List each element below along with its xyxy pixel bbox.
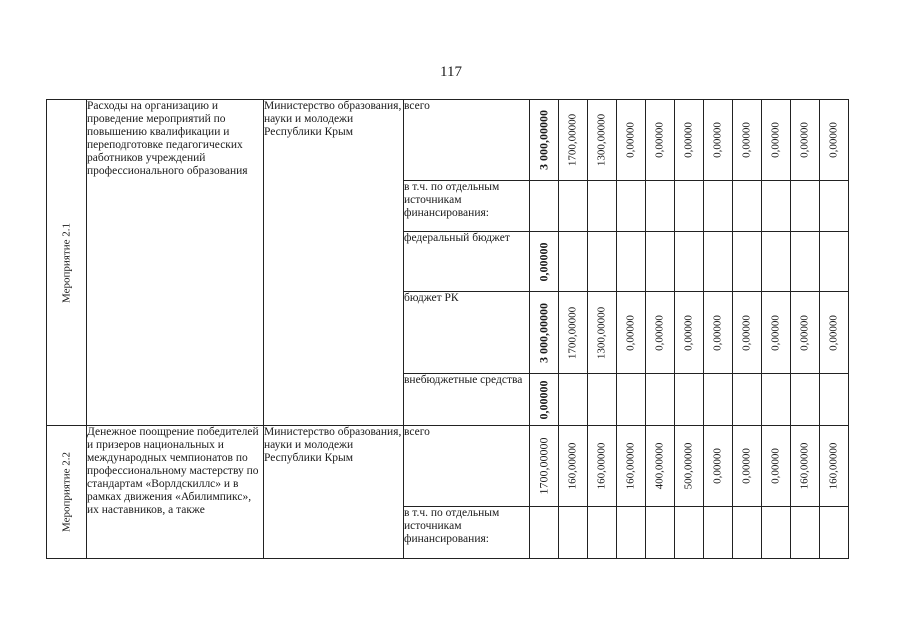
year-amount-cell (646, 426, 675, 507)
year-amount-cell (588, 100, 617, 181)
year-amount-cell (559, 232, 588, 292)
total-amount: 1700,00000 (536, 437, 551, 495)
year-amount: 0,00000 (682, 314, 695, 351)
year-amount-cell (559, 374, 588, 426)
year-amount: 160,00000 (827, 442, 840, 490)
year-amount-cell (704, 507, 733, 559)
year-amount: 1300,00000 (595, 306, 608, 359)
measure-description: Денежное поощрение победителей и призеров национальных и международных чемпионатов по профессиональному мастерству по стандартам «Ворлдскиллс» и в рамках движения «Абилимпикс», их наставников, а также (87, 426, 264, 559)
year-amount: 0,00000 (740, 314, 753, 351)
year-amount-cell (704, 232, 733, 292)
year-amount-cell (588, 374, 617, 426)
year-amount: 0,00000 (798, 314, 811, 351)
year-amount: 0,00000 (653, 314, 666, 351)
year-amount: 0,00000 (653, 122, 666, 158)
year-amount: 0,00000 (682, 122, 695, 158)
year-amount: 0,00000 (624, 314, 637, 351)
year-amount-cell (762, 232, 791, 292)
table-row (47, 426, 849, 507)
year-amount-cell (675, 232, 704, 292)
year-amount-cell (820, 426, 849, 507)
year-amount: 160,00000 (595, 442, 608, 490)
year-amount-cell (588, 181, 617, 232)
year-amount-cell (791, 232, 820, 292)
year-amount-cell (704, 181, 733, 232)
measure-label: Мероприятие 2.1 (60, 222, 72, 303)
year-amount-cell (646, 292, 675, 374)
year-amount-cell (559, 426, 588, 507)
year-amount: 160,00000 (566, 442, 579, 490)
year-amount-cell (791, 100, 820, 181)
year-amount-cell (617, 426, 646, 507)
year-amount-cell (820, 181, 849, 232)
year-amount-cell (762, 374, 791, 426)
year-amount-cell (559, 292, 588, 374)
year-amount-cell (588, 507, 617, 559)
measure-executor: Министерство образования, науки и молодежи Республики Крым (264, 100, 404, 426)
total-amount-cell (530, 507, 559, 559)
year-amount-cell (820, 292, 849, 374)
total-amount-cell (530, 100, 559, 181)
year-amount-cell (762, 426, 791, 507)
year-amount-cell (791, 426, 820, 507)
year-amount-cell (762, 507, 791, 559)
total-amount-cell (530, 292, 559, 374)
year-amount-cell (762, 181, 791, 232)
budget-table-body (47, 100, 849, 559)
year-amount-cell (704, 100, 733, 181)
funding-source: в т.ч. по отдельным источникам финансирования: (404, 181, 530, 232)
year-amount: 1700,00000 (566, 113, 579, 167)
total-amount: 3 000,00000 (536, 110, 551, 170)
total-amount: 0,00000 (536, 380, 551, 419)
year-amount: 0,00000 (711, 122, 724, 158)
year-amount-cell (675, 181, 704, 232)
funding-source: в т.ч. по отдельным источникам финансирования: (404, 507, 530, 559)
measure-label-cell (47, 100, 87, 426)
funding-source: всего (404, 100, 530, 181)
year-amount-cell (733, 374, 762, 426)
year-amount-cell (559, 181, 588, 232)
funding-source: бюджет РК (404, 292, 530, 374)
year-amount-cell (559, 100, 588, 181)
total-amount: 3 000,00000 (536, 302, 551, 363)
funding-source: внебюджетные средства (404, 374, 530, 426)
year-amount-cell (617, 181, 646, 232)
year-amount: 0,00000 (798, 122, 811, 158)
year-amount-cell (588, 232, 617, 292)
year-amount: 0,00000 (769, 314, 782, 351)
year-amount: 160,00000 (798, 442, 811, 490)
year-amount-cell (617, 232, 646, 292)
year-amount: 1700,00000 (566, 306, 579, 359)
total-amount-cell (530, 426, 559, 507)
year-amount: 0,00000 (827, 314, 840, 351)
year-amount-cell (791, 374, 820, 426)
year-amount-cell (791, 292, 820, 374)
total-amount: 0,00000 (536, 242, 551, 281)
year-amount-cell (820, 374, 849, 426)
year-amount-cell (704, 374, 733, 426)
year-amount-cell (820, 232, 849, 292)
year-amount-cell (675, 507, 704, 559)
year-amount-cell (588, 292, 617, 374)
year-amount-cell (704, 292, 733, 374)
year-amount-cell (762, 100, 791, 181)
year-amount-cell (762, 292, 791, 374)
year-amount-cell (820, 100, 849, 181)
funding-source: всего (404, 426, 530, 507)
year-amount: 1300,00000 (595, 113, 608, 167)
year-amount-cell (617, 507, 646, 559)
year-amount: 0,00000 (711, 448, 724, 484)
year-amount: 0,00000 (827, 122, 840, 158)
year-amount: 400,00000 (653, 442, 666, 490)
year-amount: 0,00000 (740, 122, 753, 158)
year-amount-cell (646, 374, 675, 426)
year-amount: 0,00000 (769, 448, 782, 484)
year-amount-cell (675, 292, 704, 374)
year-amount-cell (675, 426, 704, 507)
measure-executor: Министерство образования, науки и молодежи Республики Крым (264, 426, 404, 559)
year-amount-cell (704, 426, 733, 507)
page-number: 117 (440, 64, 462, 80)
measure-label: Мероприятие 2.2 (60, 452, 72, 532)
year-amount: 0,00000 (624, 122, 637, 158)
year-amount-cell (559, 507, 588, 559)
year-amount-cell (617, 100, 646, 181)
year-amount-cell (617, 292, 646, 374)
year-amount-cell (588, 426, 617, 507)
total-amount-cell (530, 232, 559, 292)
year-amount-cell (617, 374, 646, 426)
budget-table (46, 99, 849, 559)
year-amount-cell (791, 507, 820, 559)
year-amount-cell (733, 100, 762, 181)
table-row (47, 100, 849, 181)
year-amount-cell (791, 181, 820, 232)
year-amount-cell (733, 232, 762, 292)
year-amount-cell (733, 426, 762, 507)
year-amount-cell (675, 100, 704, 181)
year-amount: 500,00000 (682, 442, 695, 490)
year-amount-cell (646, 232, 675, 292)
year-amount: 160,00000 (624, 442, 637, 490)
year-amount-cell (820, 507, 849, 559)
year-amount: 0,00000 (769, 122, 782, 158)
year-amount-cell (675, 374, 704, 426)
year-amount-cell (646, 100, 675, 181)
year-amount-cell (646, 181, 675, 232)
measure-description: Расходы на организацию и проведение мероприятий по повышению квалификации и переподготовке педагогических работников учреждений профессионального образования (87, 100, 264, 426)
measure-label-cell (47, 426, 87, 559)
funding-source: федеральный бюджет (404, 232, 530, 292)
year-amount-cell (733, 507, 762, 559)
year-amount-cell (733, 181, 762, 232)
year-amount: 0,00000 (740, 448, 753, 484)
total-amount-cell (530, 181, 559, 232)
total-amount-cell (530, 374, 559, 426)
year-amount-cell (646, 507, 675, 559)
year-amount-cell (733, 292, 762, 374)
year-amount: 0,00000 (711, 314, 724, 351)
